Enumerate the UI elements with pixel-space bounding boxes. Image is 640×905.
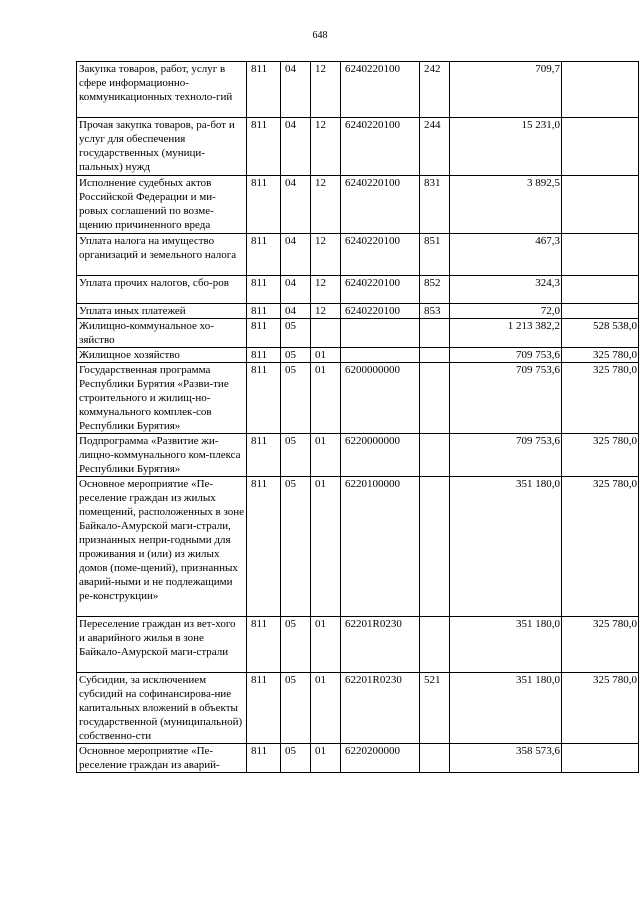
amount-federal-cell: 325 780,0 (562, 617, 639, 673)
section-code-cell: 05 (281, 617, 311, 673)
table-row (77, 673, 639, 744)
row-name-cell: Основное мероприятие «Пе-реселение граждан из жилых помещений, расположенных в зоне Байкало-Амурской маги-страли, признанных непри-годными для проживания и (или) из жилых домов (поме-щений), признанных аварий-ными и не подлежащими ре-конструкции» (77, 477, 247, 617)
row-name-cell: Подпрограмма «Развитие жи-лищно-коммунального ком-плекса Республики Бурятия» (77, 434, 247, 477)
table-row (77, 176, 639, 234)
ved-code-cell: 811 (247, 276, 281, 304)
section-code-cell: 05 (281, 348, 311, 363)
expense-type-cell: 242 (420, 62, 450, 118)
subsection-code-cell: 01 (311, 744, 341, 773)
amount-cell: 709 753,6 (450, 434, 562, 477)
ved-code-cell: 811 (247, 304, 281, 319)
expense-type-cell (420, 617, 450, 673)
amount-cell: 351 180,0 (450, 617, 562, 673)
expense-type-cell: 831 (420, 176, 450, 234)
row-name-cell: Жилищно-коммунальное хо-зяйство (77, 319, 247, 348)
expense-type-cell (420, 744, 450, 773)
ved-code-cell: 811 (247, 118, 281, 176)
subsection-code-cell: 01 (311, 348, 341, 363)
row-name-cell: Государственная программа Республики Бурятия «Разви-тие строительного и жилищ-но-коммунального комплек-сов Республики Бурятия» (77, 363, 247, 434)
section-code-cell: 05 (281, 434, 311, 477)
target-article-cell: 6240220100 (341, 118, 420, 176)
table-row (77, 617, 639, 673)
ved-code-cell: 811 (247, 62, 281, 118)
row-name-cell: Прочая закупка товаров, ра-бот и услуг для обеспечения государственных (муници-пальных) нужд (77, 118, 247, 176)
ved-code-cell: 811 (247, 176, 281, 234)
amount-cell: 709 753,6 (450, 363, 562, 434)
section-code-cell: 05 (281, 744, 311, 773)
amount-federal-cell (562, 118, 639, 176)
amount-cell: 358 573,6 (450, 744, 562, 773)
target-article-cell: 6200000000 (341, 363, 420, 434)
target-article-cell (341, 319, 420, 348)
table-row (77, 118, 639, 176)
row-name-cell: Уплата налога на имущество организаций и земельного налога (77, 234, 247, 276)
amount-federal-cell (562, 744, 639, 773)
subsection-code-cell: 12 (311, 118, 341, 176)
subsection-code-cell: 12 (311, 62, 341, 118)
target-article-cell: 6240220100 (341, 176, 420, 234)
table-row (77, 319, 639, 348)
expense-type-cell: 244 (420, 118, 450, 176)
amount-federal-cell (562, 304, 639, 319)
table-row (77, 363, 639, 434)
subsection-code-cell: 01 (311, 434, 341, 477)
table-row (77, 477, 639, 617)
table-row (77, 434, 639, 477)
row-name-cell: Основное мероприятие «Пе-реселение граждан из аварий- (77, 744, 247, 773)
section-code-cell: 05 (281, 363, 311, 434)
subsection-code-cell: 12 (311, 234, 341, 276)
table-row (77, 234, 639, 276)
target-article-cell: 6220100000 (341, 477, 420, 617)
row-name-cell: Уплата прочих налогов, сбо-ров (77, 276, 247, 304)
section-code-cell: 05 (281, 673, 311, 744)
target-article-cell: 62201R0230 (341, 673, 420, 744)
section-code-cell: 04 (281, 304, 311, 319)
subsection-code-cell: 12 (311, 304, 341, 319)
amount-federal-cell: 325 780,0 (562, 477, 639, 617)
expense-type-cell: 851 (420, 234, 450, 276)
row-name-cell: Закупка товаров, работ, услуг в сфере информационно-коммуникационных техноло-гий (77, 62, 247, 118)
amount-cell: 1 213 382,2 (450, 319, 562, 348)
section-code-cell: 05 (281, 319, 311, 348)
ved-code-cell: 811 (247, 234, 281, 276)
table-row (77, 348, 639, 363)
ved-code-cell: 811 (247, 348, 281, 363)
expense-type-cell (420, 319, 450, 348)
amount-federal-cell (562, 276, 639, 304)
ved-code-cell: 811 (247, 744, 281, 773)
amount-federal-cell: 325 780,0 (562, 673, 639, 744)
subsection-code-cell (311, 319, 341, 348)
amount-cell: 709 753,6 (450, 348, 562, 363)
amount-federal-cell: 325 780,0 (562, 363, 639, 434)
amount-cell: 324,3 (450, 276, 562, 304)
row-name-cell: Жилищное хозяйство (77, 348, 247, 363)
row-name-cell: Исполнение судебных актов Российской Федерации и ми-ровых соглашений по возме-щению причиненного вреда (77, 176, 247, 234)
subsection-code-cell: 01 (311, 673, 341, 744)
amount-federal-cell (562, 176, 639, 234)
section-code-cell: 04 (281, 234, 311, 276)
amount-cell: 72,0 (450, 304, 562, 319)
amount-federal-cell: 325 780,0 (562, 434, 639, 477)
table-row (77, 744, 639, 773)
expense-type-cell (420, 348, 450, 363)
target-article-cell (341, 348, 420, 363)
section-code-cell: 04 (281, 176, 311, 234)
amount-cell: 15 231,0 (450, 118, 562, 176)
table-row (77, 304, 639, 319)
expense-type-cell (420, 363, 450, 434)
row-name-cell: Переселение граждан из вет-хого и аварийного жилья в зоне Байкало-Амурской маги-страли (77, 617, 247, 673)
amount-federal-cell: 325 780,0 (562, 348, 639, 363)
expense-type-cell (420, 477, 450, 617)
table-row (77, 62, 639, 118)
section-code-cell: 04 (281, 62, 311, 118)
amount-cell: 467,3 (450, 234, 562, 276)
section-code-cell: 04 (281, 118, 311, 176)
amount-cell: 3 892,5 (450, 176, 562, 234)
ved-code-cell: 811 (247, 617, 281, 673)
target-article-cell: 6240220100 (341, 304, 420, 319)
amount-cell: 709,7 (450, 62, 562, 118)
section-code-cell: 05 (281, 477, 311, 617)
amount-cell: 351 180,0 (450, 673, 562, 744)
amount-federal-cell (562, 62, 639, 118)
amount-cell: 351 180,0 (450, 477, 562, 617)
subsection-code-cell: 01 (311, 477, 341, 617)
ved-code-cell: 811 (247, 319, 281, 348)
expense-type-cell (420, 434, 450, 477)
row-name-cell: Уплата иных платежей (77, 304, 247, 319)
expense-type-cell: 852 (420, 276, 450, 304)
ved-code-cell: 811 (247, 434, 281, 477)
target-article-cell: 6220000000 (341, 434, 420, 477)
row-name-cell: Субсидии, за исключением субсидий на софинансирова-ние капитальных вложений в объекты государственной (муниципальной) собственно-сти (77, 673, 247, 744)
section-code-cell: 04 (281, 276, 311, 304)
ved-code-cell: 811 (247, 477, 281, 617)
subsection-code-cell: 01 (311, 363, 341, 434)
target-article-cell: 6240220100 (341, 62, 420, 118)
amount-federal-cell (562, 234, 639, 276)
ved-code-cell: 811 (247, 363, 281, 434)
expense-type-cell: 521 (420, 673, 450, 744)
target-article-cell: 6220200000 (341, 744, 420, 773)
target-article-cell: 6240220100 (341, 234, 420, 276)
page-number: 648 (312, 30, 328, 41)
subsection-code-cell: 12 (311, 176, 341, 234)
ved-code-cell: 811 (247, 673, 281, 744)
amount-federal-cell: 528 538,0 (562, 319, 639, 348)
subsection-code-cell: 12 (311, 276, 341, 304)
subsection-code-cell: 01 (311, 617, 341, 673)
table-body (77, 62, 639, 773)
table-row (77, 276, 639, 304)
expense-type-cell: 853 (420, 304, 450, 319)
target-article-cell: 62201R0230 (341, 617, 420, 673)
target-article-cell: 6240220100 (341, 276, 420, 304)
budget-table (76, 61, 639, 773)
